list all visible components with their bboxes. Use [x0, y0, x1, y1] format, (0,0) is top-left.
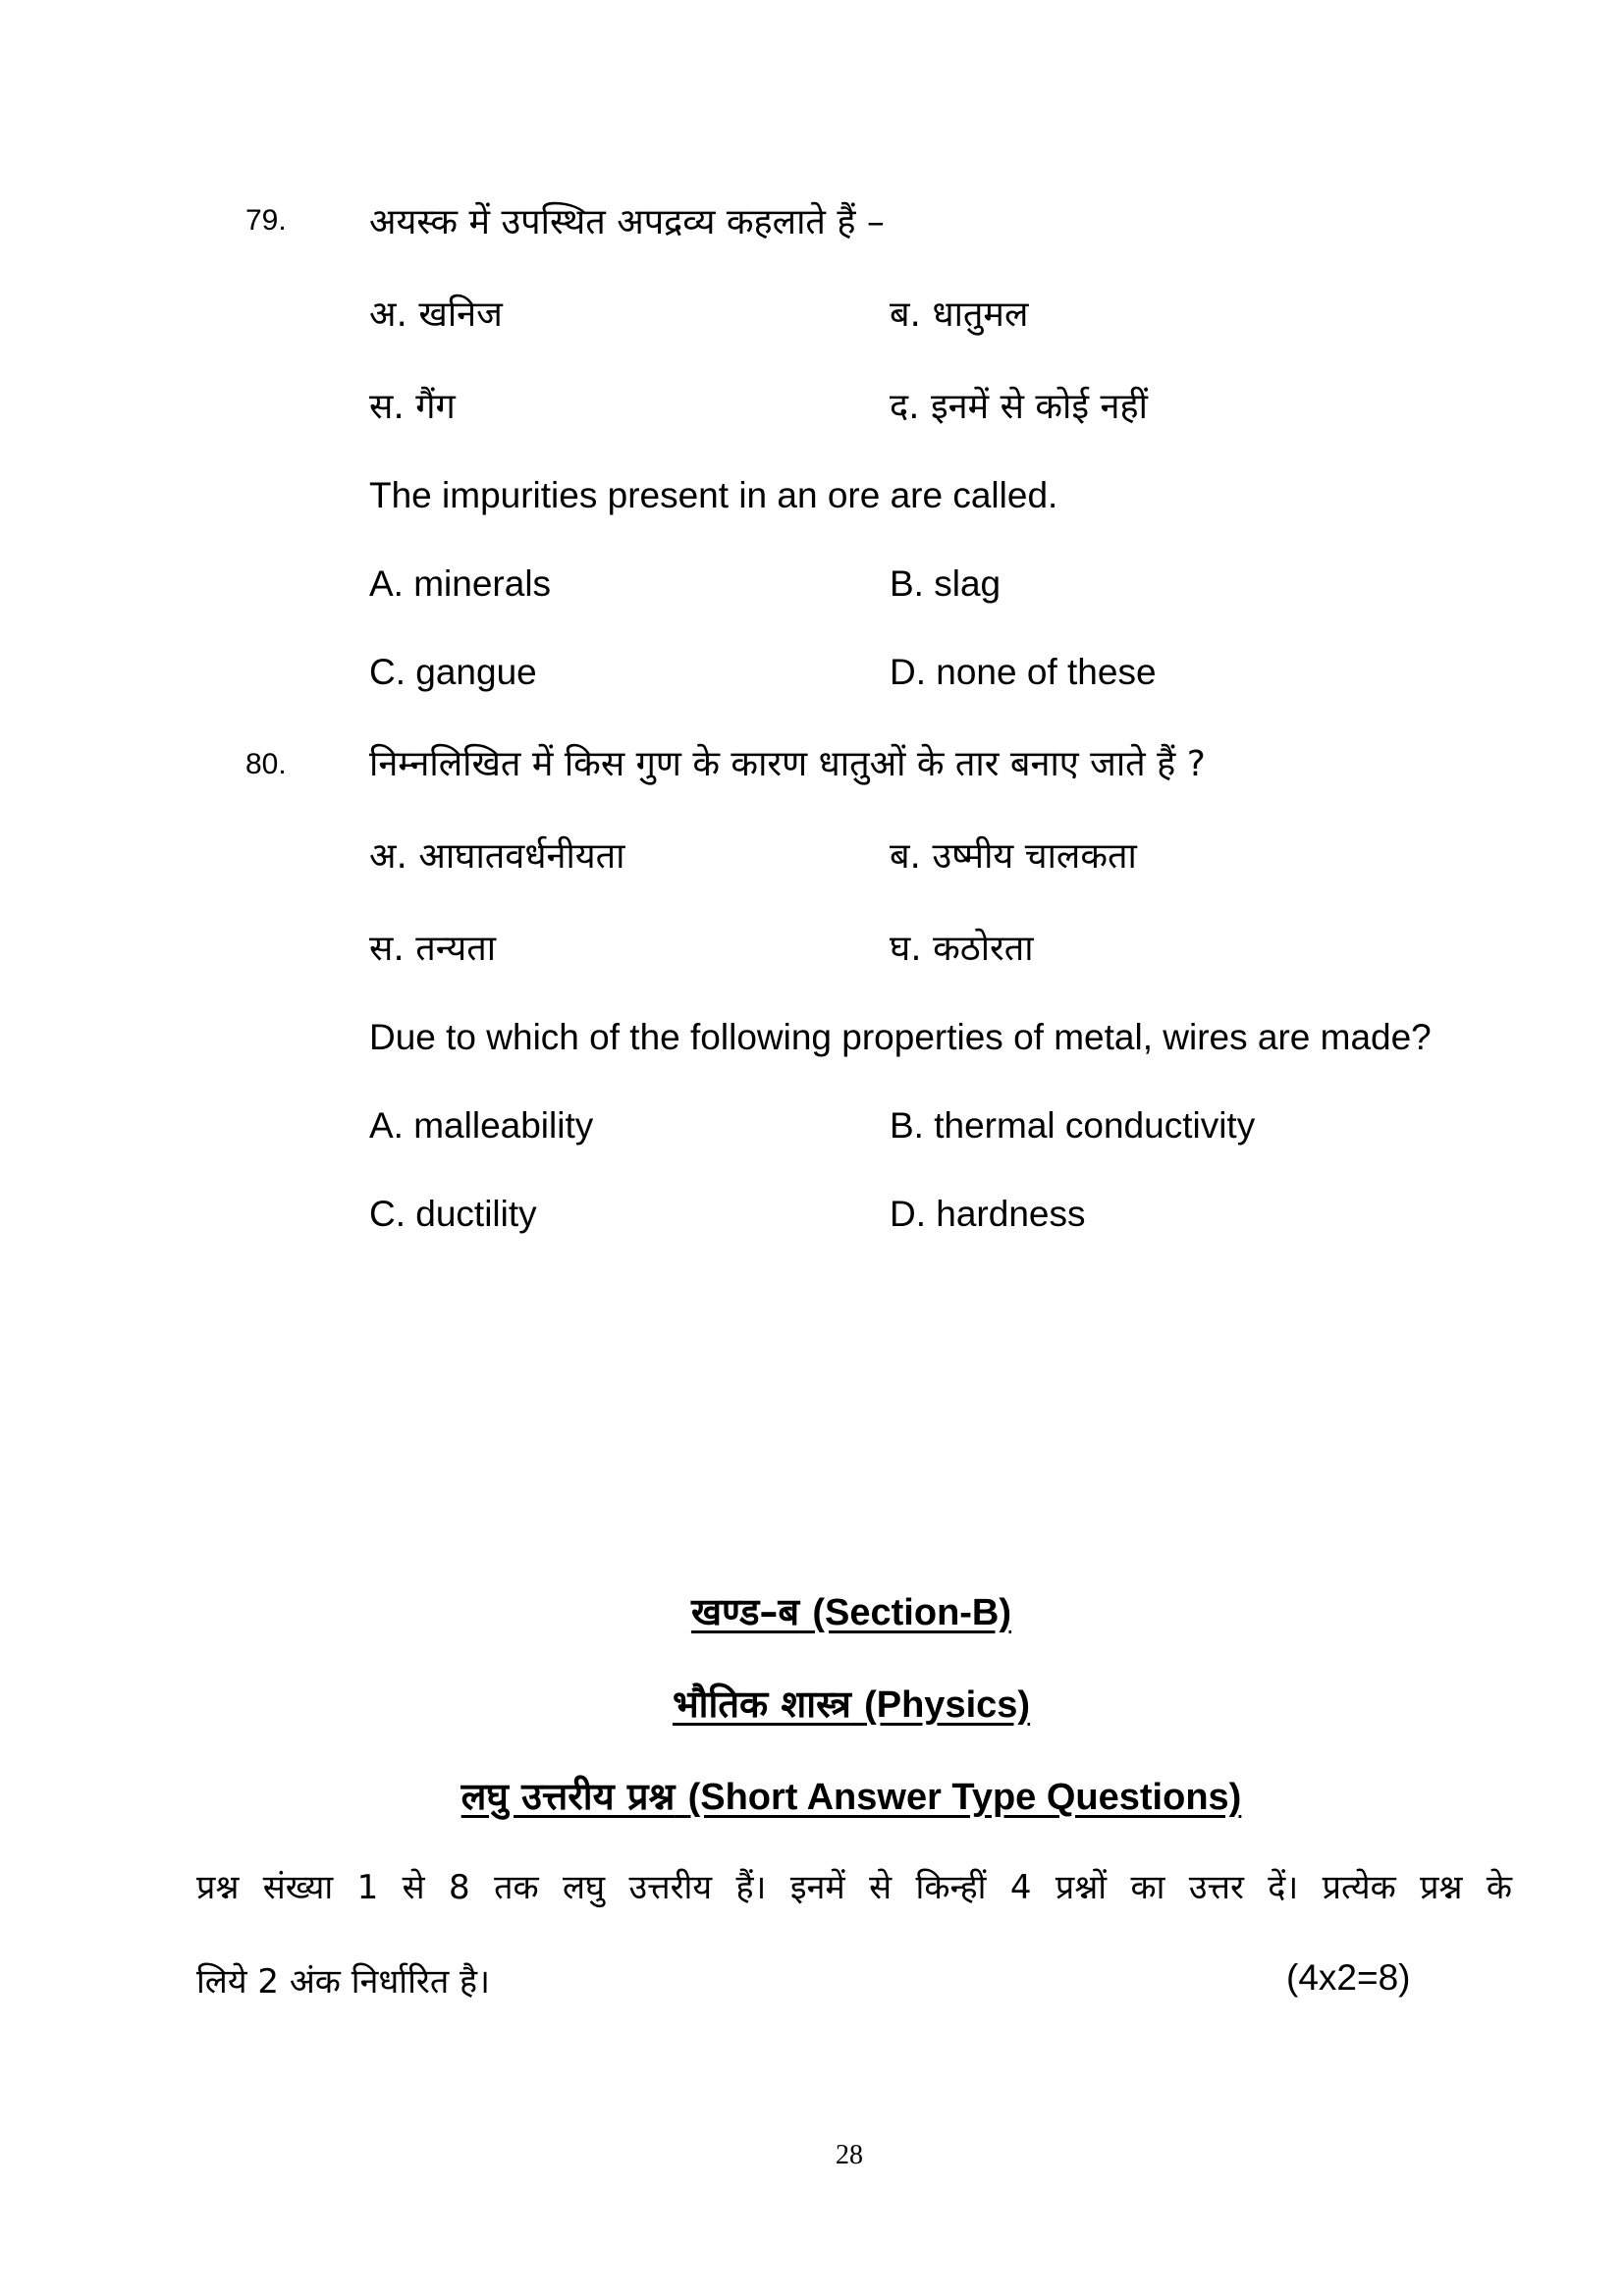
option-hindi-c: स. गैंग	[369, 387, 456, 427]
option-english-b: B. thermal conductivity	[890, 1105, 1256, 1146]
question-type-heading	[39, 1770, 1624, 1821]
question-number: 80.	[245, 748, 287, 780]
option-english-a: A. minerals	[369, 563, 552, 604]
question-type-english: (Short Answer Type Questions)	[687, 1777, 1242, 1818]
section-title-hindi: खण्ड–ब	[690, 1590, 800, 1633]
instruction-line-2: लिये 2 अंक निर्धारित है।	[196, 1962, 490, 2002]
marks-allocation: (4x2=8)	[1286, 1957, 1411, 1998]
subject-english: (Physics)	[864, 1684, 1031, 1726]
section-title-english: (Section-B)	[812, 1592, 1012, 1633]
option-hindi-d: घ. कठोरता	[890, 929, 1034, 969]
question-text-english: Due to which of the following properties of metal, wires are made?	[369, 1017, 1432, 1057]
option-hindi-a: अ. आघातवर्धनीयता	[369, 836, 625, 877]
question-type-hindi: लघु उत्तरीय प्रश्न	[460, 1775, 676, 1818]
instruction-line-1: प्रश्न संख्या 1 से 8 तक लघु उत्तरीय हैं। इनमें से किन्हीं 4 प्रश्नों का उत्तर दें। प्रत्येक प्रश्न के	[196, 1868, 1512, 1907]
page-number: 28	[836, 2140, 863, 2170]
question-text-hindi: निम्नलिखित में किस गुण के कारण धातुओं के तार बनाए जाते हैं ?	[369, 744, 1206, 784]
option-english-c: C. ductility	[369, 1194, 537, 1234]
option-english-c: C. gangue	[369, 652, 537, 692]
option-hindi-c: स. तन्यता	[369, 929, 497, 969]
option-hindi-d: द. इनमें से कोई नहीं	[890, 387, 1148, 427]
subject-hindi: भौतिक शास्त्र	[672, 1682, 851, 1726]
question-number: 79.	[245, 204, 287, 237]
subject-heading	[39, 1678, 1624, 1729]
option-hindi-a: अ. खनिज	[369, 294, 503, 335]
question-text-english: The impurities present in an ore are called.	[369, 475, 1058, 515]
option-english-a: A. malleability	[369, 1105, 594, 1146]
option-hindi-b: ब. धातुमल	[890, 294, 1029, 335]
section-heading	[39, 1585, 1624, 1636]
option-english-d: D. none of these	[890, 652, 1157, 692]
question-text-hindi: अयस्क में उपस्थित अपद्रव्य कहलाते हैं –	[369, 202, 885, 242]
option-hindi-b: ब. उष्मीय चालकता	[890, 836, 1137, 877]
option-english-d: D. hardness	[890, 1194, 1086, 1234]
option-english-b: B. slag	[890, 563, 1001, 604]
